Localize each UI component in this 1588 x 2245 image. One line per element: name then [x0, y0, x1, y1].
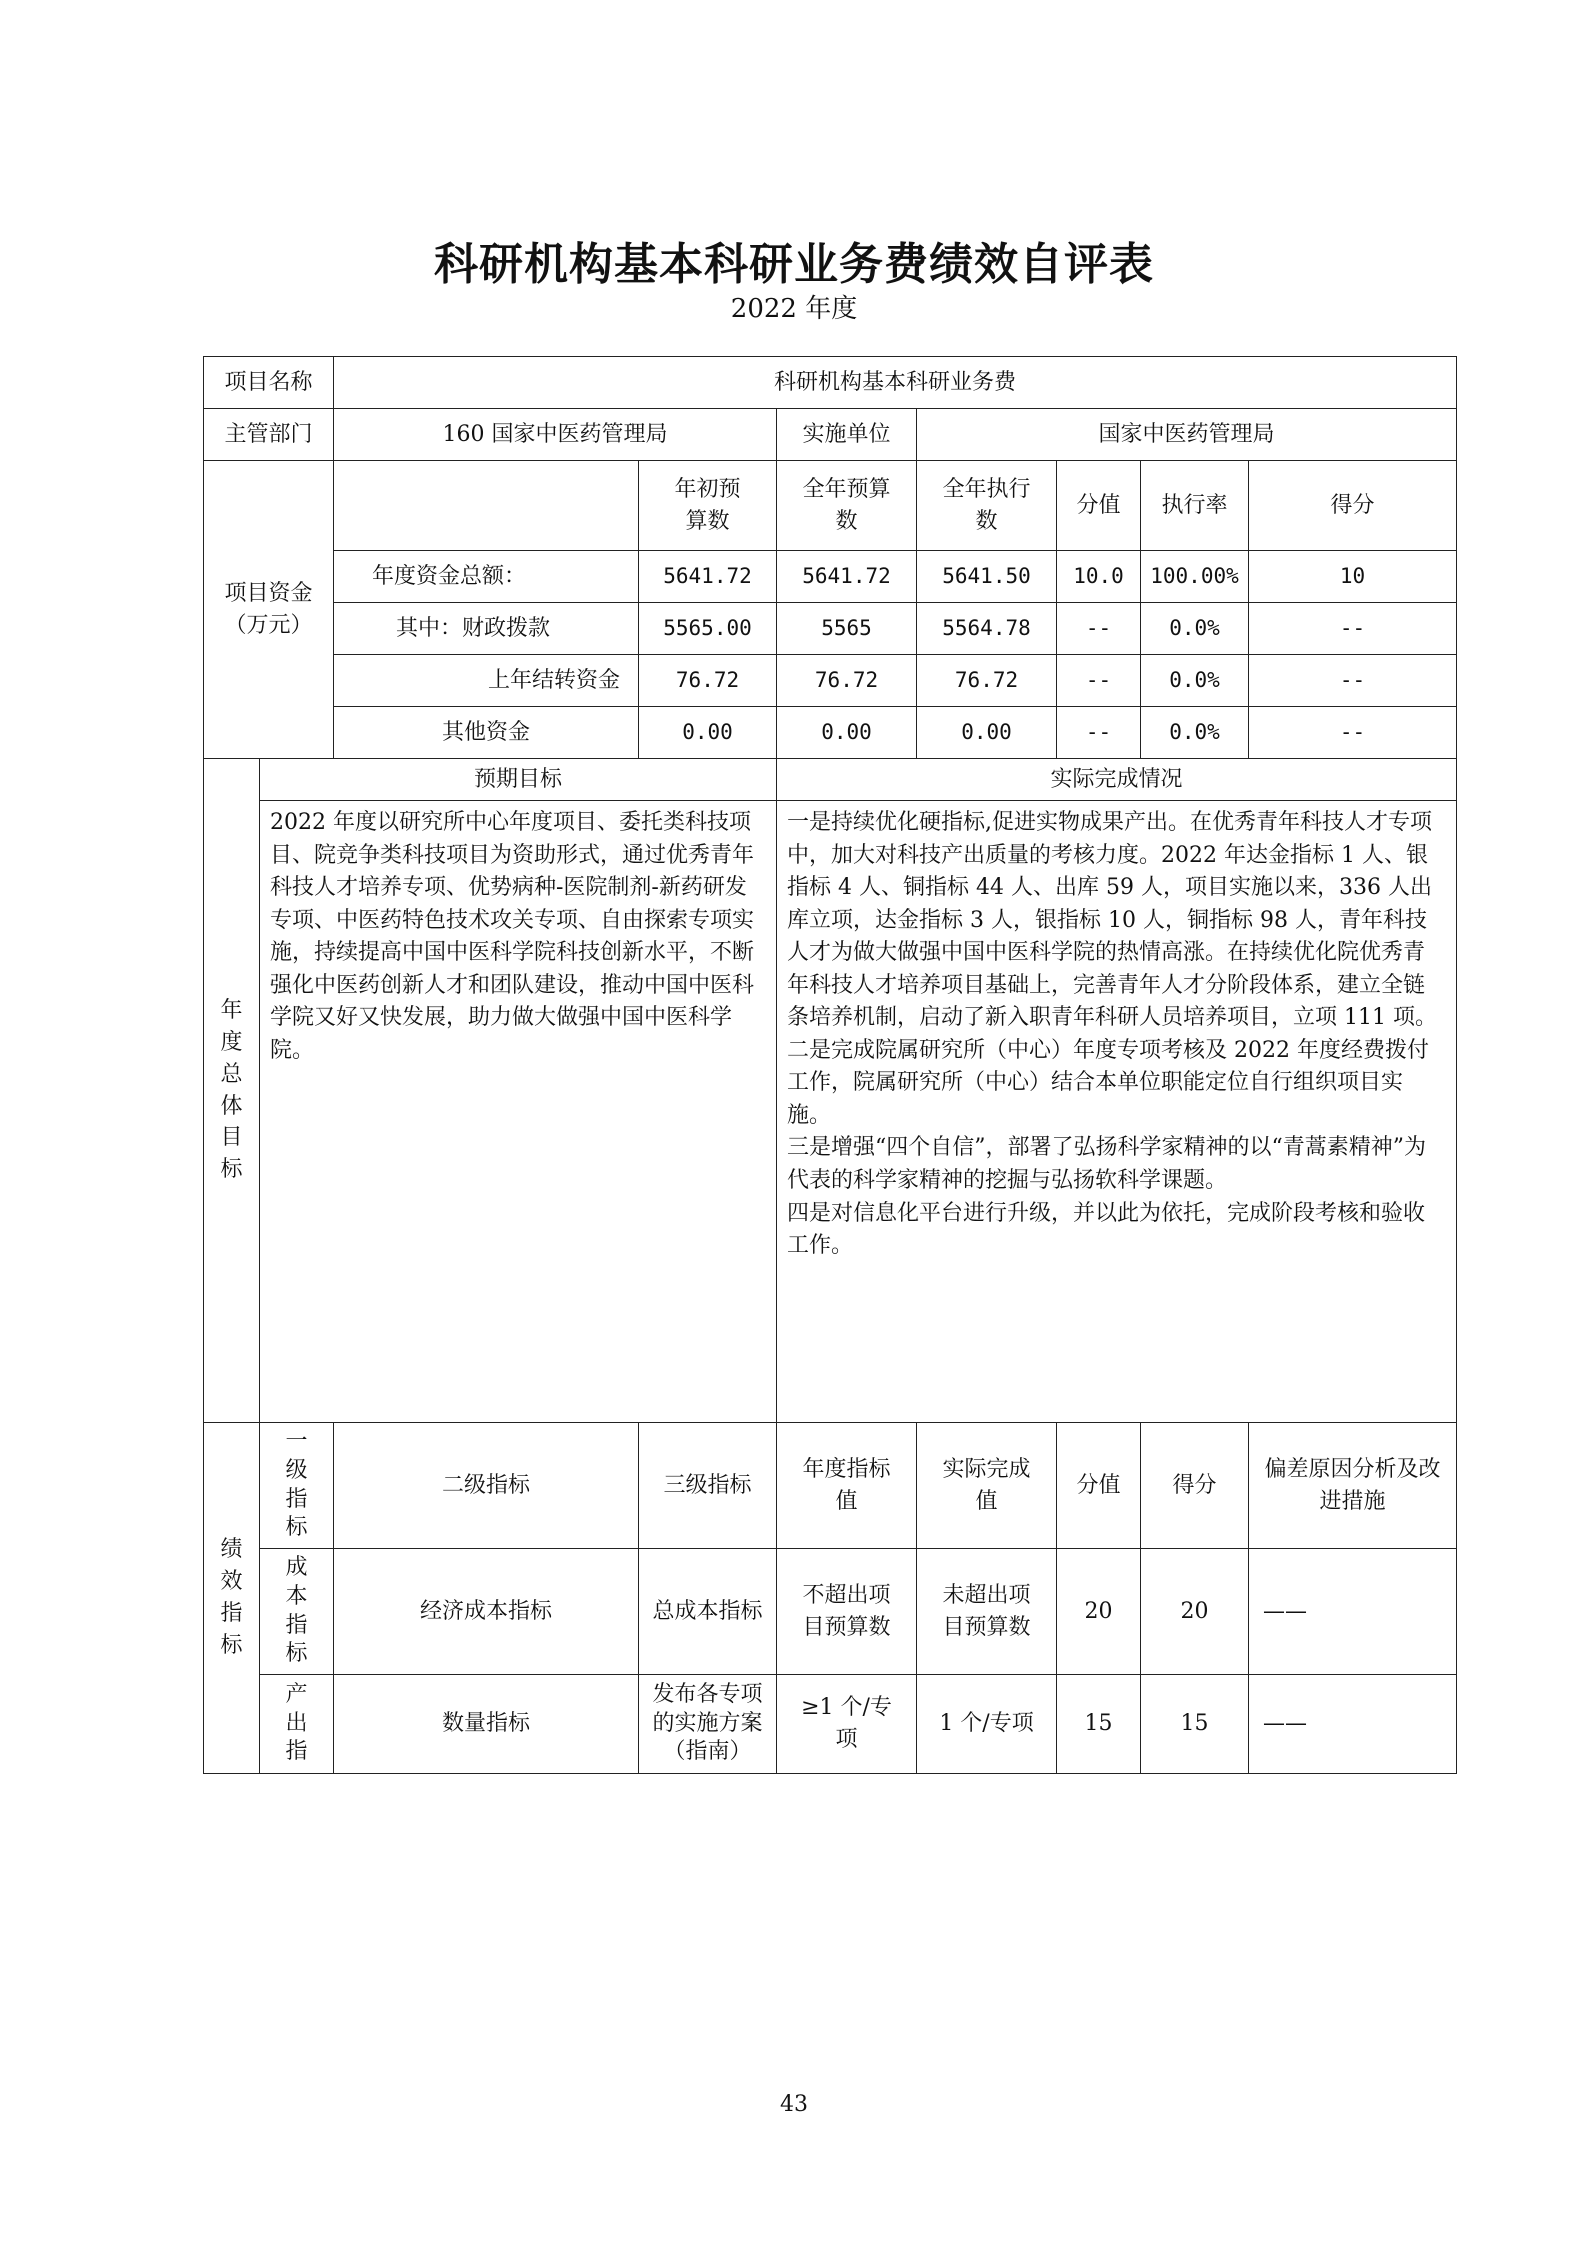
funds-header-score: 得分 [1249, 461, 1457, 551]
funds-row-score-val: -- [1057, 707, 1141, 759]
perf-row-level3: 发布各专项 的实施方案 （指南） [639, 1675, 777, 1774]
perf-row [204, 1549, 1457, 1675]
funds-row-score-val: -- [1057, 655, 1141, 707]
perf-header-score: 得分 [1141, 1423, 1249, 1549]
project-name-value: 科研机构基本科研业务费 [334, 357, 1457, 409]
perf-header-level2: 二级指标 [334, 1423, 639, 1549]
funds-header-init: 年初预 算数 [639, 461, 777, 551]
funds-row [204, 707, 1457, 759]
perf-row [204, 1675, 1457, 1774]
funds-row-init: 5565.00 [639, 603, 777, 655]
funds-header-blank [334, 461, 639, 551]
funds-row-init: 5641.72 [639, 551, 777, 603]
perf-row-level2: 经济成本指标 [334, 1549, 639, 1675]
perf-row-level1: 成 本 指 标 [260, 1549, 334, 1675]
funds-row-score: -- [1249, 707, 1457, 759]
funds-row-score: -- [1249, 655, 1457, 707]
dept-label: 主管部门 [204, 409, 334, 461]
funds-row-init: 76.72 [639, 655, 777, 707]
perf-row-target: ≥1 个/专 项 [777, 1675, 917, 1774]
funds-row-annual: 5565 [777, 603, 917, 655]
perf-row-score-val: 20 [1057, 1549, 1141, 1675]
actual-completion-text: 一是持续优化硬指标,促进实物成果产出。在优秀青年科技人才专项中，加大对科技产出质量的考核力度。2022 年达金指标 1 人、银指标 4 人、铜指标 44 人、出库 59 人，项目实施以来，336 人出库立项，达金指标 3 人，银指标 10 人，铜指标 98 人，青年科技人才为做大做强中国中医科学院的热情高涨。在持续优化院优秀青年科技人才培养项目基础上，完善青年人才分阶段体系，建立全链条培养机制，启动了新入职青年科研人员培养项目，立项 111 项。 二是完成院属研究所（中心）年度专项考核及 2022 年度经费拨付工作，院属研究所（中心）结合本单位职能定位自行组织项目实施。 三是增强“四个自信”，部署了弘扬科学家精神的以“青蒿素精神”为代表的科学家精神的挖掘与弘扬软科学课题。 四是对信息化平台进行升级，并以此为依托，完成阶段考核和验收工作。 [777, 801, 1457, 1423]
funds-row-name: 其他资金 [334, 707, 639, 759]
funds-row-annual: 5641.72 [777, 551, 917, 603]
goals-label: 年 度 总 体 目 标 [204, 759, 260, 1423]
perf-row-target: 不超出项 目预算数 [777, 1549, 917, 1675]
funds-row-rate: 0.0% [1141, 707, 1249, 759]
funds-row-score: -- [1249, 603, 1457, 655]
perf-row-level1: 产 出 指 [260, 1675, 334, 1774]
funds-row-name: 上年结转资金 [334, 655, 639, 707]
perf-row-score: 15 [1141, 1675, 1249, 1774]
unit-value: 国家中医药管理局 [917, 409, 1457, 461]
funds-header-score-val: 分值 [1057, 461, 1141, 551]
funds-row-exec: 5564.78 [917, 603, 1057, 655]
funds-row [204, 655, 1457, 707]
funds-header-rate: 执行率 [1141, 461, 1249, 551]
funds-row-init: 0.00 [639, 707, 777, 759]
perf-header-score-val: 分值 [1057, 1423, 1141, 1549]
page-number: 43 [780, 2092, 808, 2117]
funds-label: 项目资金 （万元） [204, 461, 334, 759]
funds-row-exec: 0.00 [917, 707, 1057, 759]
funds-row-exec: 76.72 [917, 655, 1057, 707]
actual-completion-header: 实际完成情况 [777, 759, 1457, 801]
funds-row-name: 其中：财政拨款 [334, 603, 639, 655]
funds-row [204, 603, 1457, 655]
perf-label: 绩 效 指 标 [204, 1423, 260, 1774]
expected-goal-header: 预期目标 [260, 759, 777, 801]
perf-row-actual: 1 个/专项 [917, 1675, 1057, 1774]
funds-row-rate: 0.0% [1141, 655, 1249, 707]
page-subtitle-year: 2022 年度 [730, 294, 858, 324]
perf-header-deviation: 偏差原因分析及改 进措施 [1249, 1423, 1457, 1549]
dept-value: 160 国家中医药管理局 [334, 409, 777, 461]
funds-row-name: 年度资金总额： [334, 551, 639, 603]
expected-goal-text: 2022 年度以研究所中心年度项目、委托类科技项目、院竞争类科技项目为资助形式，通过优秀青年科技人才培养专项、优势病种-医院制剂-新药研发专项、中医药特色技术攻关专项、自由探索专项实施，持续提高中国中医科学院科技创新水平，不断强化中医药创新人才和团队建设，推动中国中医科学院又好又快发展，助力做大做强中国中医科学院。 [260, 801, 777, 1423]
funds-row-rate: 100.00% [1141, 551, 1249, 603]
performance-table [203, 356, 1457, 1774]
funds-row-annual: 76.72 [777, 655, 917, 707]
funds-header-exec: 全年执行 数 [917, 461, 1057, 551]
funds-row-rate: 0.0% [1141, 603, 1249, 655]
funds-row-score-val: -- [1057, 603, 1141, 655]
perf-row-deviation: —— [1249, 1549, 1457, 1675]
perf-row-actual: 未超出项 目预算数 [917, 1549, 1057, 1675]
perf-header-level3: 三级指标 [639, 1423, 777, 1549]
funds-row-exec: 5641.50 [917, 551, 1057, 603]
perf-row-level3: 总成本指标 [639, 1549, 777, 1675]
unit-label: 实施单位 [777, 409, 917, 461]
perf-row-deviation: —— [1249, 1675, 1457, 1774]
perf-header-target: 年度指标 值 [777, 1423, 917, 1549]
perf-row-level2: 数量指标 [334, 1675, 639, 1774]
perf-header-level1: 一 级 指 标 [260, 1423, 334, 1549]
funds-row-score-val: 10.0 [1057, 551, 1141, 603]
funds-row-score: 10 [1249, 551, 1457, 603]
perf-header-actual: 实际完成 值 [917, 1423, 1057, 1549]
funds-row [204, 551, 1457, 603]
funds-row-annual: 0.00 [777, 707, 917, 759]
page-title: 科研机构基本科研业务费绩效自评表 [434, 239, 1154, 290]
perf-row-score: 20 [1141, 1549, 1249, 1675]
project-name-label: 项目名称 [204, 357, 334, 409]
perf-row-score-val: 15 [1057, 1675, 1141, 1774]
funds-header-annual: 全年预算 数 [777, 461, 917, 551]
